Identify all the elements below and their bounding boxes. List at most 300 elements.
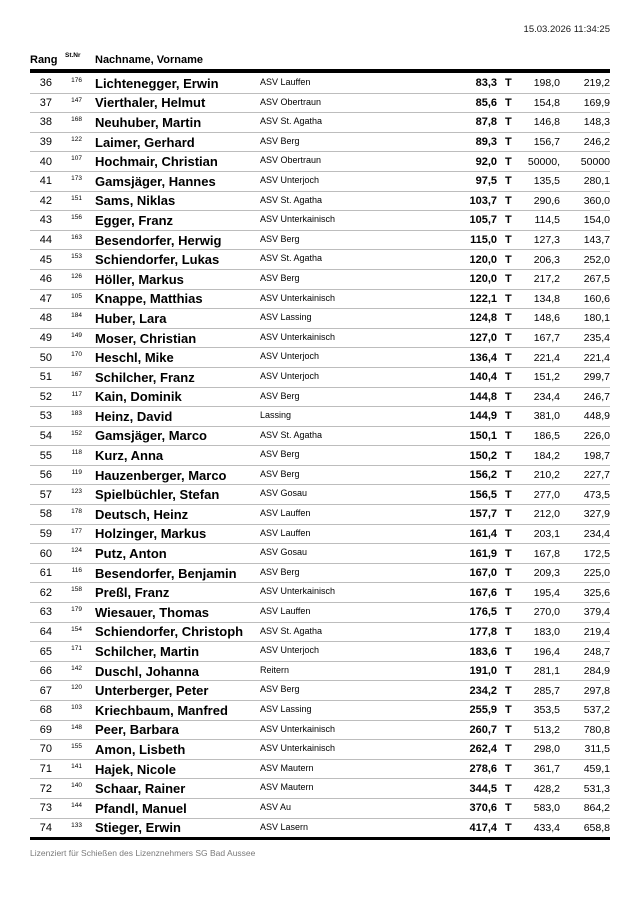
start-number-cell: 144 [71,801,82,809]
table-row [30,583,610,603]
start-number-cell: 118 [71,449,82,457]
score-cell: 150,2 [469,449,497,462]
table-row [30,564,610,584]
score-cell: 183,6 [469,645,497,658]
rank-cell: 36 [39,77,52,90]
start-number-cell: 107 [71,155,82,163]
table-row [30,113,610,133]
rank-cell: 68 [39,704,52,717]
value2-cell: 298,0 [533,743,560,756]
rank-cell: 57 [39,488,52,501]
club-cell: ASV St. Agatha [260,194,323,205]
name-cell: Pfandl, Manuel [95,800,187,816]
flag-cell: T [505,802,512,815]
table-row [30,779,610,799]
name-cell: Heschl, Mike [95,350,174,366]
score-cell: 156,2 [469,469,497,482]
rank-cell: 70 [39,743,52,756]
value2-cell: 583,0 [533,802,560,815]
flag-cell: T [505,351,512,364]
table-row [30,329,610,349]
name-cell: Stieger, Erwin [95,820,181,836]
table-row [30,701,610,721]
flag-cell: T [505,116,512,129]
club-cell: ASV Lauffen [260,527,311,538]
start-number-cell: 148 [71,723,82,731]
table-bottom-divider [30,837,610,840]
value2-cell: 210,2 [533,469,560,482]
flag-cell: T [505,743,512,756]
name-cell: Sams, Niklas [95,193,176,209]
value2-cell: 234,4 [533,390,560,403]
results-rows [30,74,610,837]
club-cell: ASV Unterkainisch [260,331,336,342]
value3-cell: 248,7 [583,645,610,658]
flag-cell: T [505,77,512,90]
name-cell: Spielbüchler, Stefan [95,487,220,503]
start-number-cell: 142 [71,664,82,672]
club-cell: ASV St. Agatha [260,429,323,440]
value2-cell: 381,0 [533,410,560,423]
value3-cell: 227,7 [583,469,610,482]
start-number-cell: 133 [71,821,82,829]
value2-cell: 221,4 [533,351,560,364]
value2-cell: 184,2 [533,449,560,462]
club-cell: ASV Mautern [260,762,314,773]
flag-cell: T [505,214,512,227]
rank-cell: 69 [39,723,52,736]
score-cell: 103,7 [469,194,497,207]
start-number-cell: 152 [71,429,82,437]
value3-cell: 448,9 [583,410,610,423]
table-row [30,603,610,623]
start-number-cell: 151 [71,194,82,202]
table-row [30,623,610,643]
start-number-cell: 156 [71,214,82,222]
rank-cell: 41 [39,175,52,188]
name-cell: Deutsch, Heinz [95,506,189,522]
table-row [30,152,610,172]
value3-cell: 252,0 [583,253,610,266]
table-row [30,348,610,368]
name-cell: Egger, Franz [95,212,174,228]
club-cell: ASV Unterkainisch [260,214,336,225]
flag-cell: T [505,96,512,109]
table-row [30,172,610,192]
flag-cell: T [505,586,512,599]
name-cell: Lichtenegger, Erwin [95,75,219,91]
name-cell: Gamsjäger, Marco [95,428,207,444]
club-cell: ASV Mautern [260,782,314,793]
table-row [30,799,610,819]
flag-cell: T [505,469,512,482]
rank-cell: 61 [39,567,52,580]
value3-cell: 379,4 [583,606,610,619]
name-cell: Heinz, David [95,408,173,424]
name-cell: Gamsjäger, Hannes [95,173,216,189]
value3-cell: 143,7 [583,234,610,247]
start-number-cell: 105 [71,292,82,300]
name-cell: Kriechbaum, Manfred [95,702,228,718]
rank-cell: 39 [39,136,52,149]
score-cell: 176,5 [469,606,497,619]
flag-cell: T [505,136,512,149]
value3-cell: 50000 [580,155,610,168]
club-cell: ASV Berg [260,233,300,244]
club-cell: ASV Berg [260,468,300,479]
rank-cell: 60 [39,547,52,560]
value3-cell: 658,8 [583,821,610,834]
score-cell: 262,4 [469,743,497,756]
start-number-cell: 119 [71,468,82,476]
rank-cell: 64 [39,625,52,638]
start-number-cell: 123 [71,488,82,496]
value3-cell: 311,5 [584,743,610,756]
start-number-cell: 126 [71,272,82,280]
club-cell: ASV Lauffen [260,77,311,87]
start-number-cell: 103 [71,704,82,711]
value2-cell: 135,5 [533,175,560,188]
column-header-name: Nachname, Vorname [95,54,204,66]
start-number-cell: 177 [71,527,82,535]
value2-cell: 195,4 [533,586,560,599]
value3-cell: 537,2 [583,704,610,717]
table-row [30,290,610,310]
name-cell: Duschl, Johanna [95,663,200,679]
flag-cell: T [505,508,512,521]
rank-cell: 67 [39,684,52,697]
club-cell: ASV Unterjoch [260,351,320,362]
value3-cell: 280,1 [583,175,610,188]
value2-cell: 114,5 [534,214,560,227]
name-cell: Schilcher, Martin [95,644,200,660]
value2-cell: 154,8 [533,96,560,109]
flag-cell: T [505,410,512,423]
rank-cell: 52 [39,390,52,403]
value2-cell: 146,8 [533,116,560,129]
score-cell: 89,3 [475,136,497,149]
flag-cell: T [505,665,512,678]
rank-cell: 62 [39,586,52,599]
score-cell: 344,5 [469,782,497,795]
score-cell: 191,0 [469,665,497,678]
table-row [30,721,610,741]
rank-cell: 73 [39,802,52,815]
rank-cell: 51 [39,371,52,384]
rank-cell: 38 [39,116,52,129]
flag-cell: T [505,782,512,795]
rank-cell: 42 [39,194,52,207]
score-cell: 115,0 [470,234,497,247]
value2-cell: 270,0 [533,606,560,619]
rank-cell: 43 [39,214,52,227]
start-number-cell: 117 [71,390,82,398]
table-row [30,642,610,662]
value2-cell: 281,1 [533,665,560,678]
value3-cell: 246,7 [583,390,610,403]
value3-cell: 198,7 [583,449,610,462]
name-cell: Wiesauer, Thomas [95,604,210,620]
value2-cell: 156,7 [533,136,560,149]
value2-cell: 285,7 [533,684,560,697]
name-cell: Kain, Dominik [95,389,182,405]
value2-cell: 196,4 [533,645,560,658]
score-cell: 120,0 [469,273,497,286]
name-cell: Holzinger, Markus [95,526,207,542]
name-cell: Unterberger, Peter [95,683,209,699]
club-cell: ASV Unterjoch [260,645,320,656]
start-number-cell: 147 [71,96,82,104]
club-cell: ASV Lassing [260,704,312,714]
value3-cell: 219,4 [583,625,610,638]
value3-cell: 169,9 [583,96,610,109]
start-number-cell: 155 [71,743,82,751]
rank-cell: 72 [39,782,52,795]
value2-cell: 151,2 [533,371,560,384]
club-cell: ASV Unterjoch [260,174,320,185]
value3-cell: 234,4 [583,527,610,540]
score-cell: 83,3 [475,77,497,90]
value2-cell: 167,7 [533,332,560,345]
flag-cell: T [505,645,512,658]
score-cell: 120,0 [469,253,497,266]
value2-cell: 209,3 [533,567,560,580]
column-header-start-number: St.Nr [65,52,81,59]
score-cell: 144,8 [469,390,497,403]
value2-cell: 198,0 [533,77,560,90]
flag-cell: T [505,371,512,384]
value3-cell: 780,8 [583,723,610,736]
flag-cell: T [505,390,512,403]
start-number-cell: 178 [71,508,82,516]
start-number-cell: 120 [71,684,82,692]
value3-cell: 297,8 [583,684,610,697]
club-cell: ASV Unterkainisch [260,586,336,597]
flag-cell: T [505,332,512,345]
name-cell: Preßl, Franz [95,585,170,601]
table-row [30,819,610,838]
start-number-cell: 158 [71,586,82,594]
flag-cell: T [505,625,512,638]
name-cell: Laimer, Gerhard [95,134,195,150]
score-cell: 124,8 [469,312,497,325]
flag-cell: T [505,194,512,207]
value3-cell: 246,2 [583,136,610,149]
table-row [30,192,610,212]
name-cell: Knappe, Matthias [95,291,203,307]
name-cell: Neuhuber, Martin [95,114,202,130]
flag-cell: T [505,312,512,325]
flag-cell: T [505,273,512,286]
table-row [30,505,610,525]
flag-cell: T [505,704,512,717]
column-header-rank: Rang [30,54,58,66]
rank-cell: 65 [39,645,52,658]
rank-cell: 47 [39,292,52,305]
flag-cell: T [505,449,512,462]
rank-cell: 40 [39,155,52,168]
value2-cell: 148,6 [533,312,560,325]
score-cell: 157,7 [469,508,497,521]
value3-cell: 459,1 [583,763,610,776]
name-cell: Hochmair, Christian [95,154,218,170]
value3-cell: 299,7 [583,371,610,384]
flag-cell: T [505,527,512,540]
club-cell: Reitern [260,664,290,675]
club-cell: ASV Unterjoch [260,370,320,381]
table-row [30,485,610,505]
club-cell: ASV Berg [260,272,300,283]
rank-cell: 71 [39,763,52,776]
start-number-cell: 149 [71,331,82,339]
value3-cell: 154,0 [583,214,610,227]
table-row [30,427,610,447]
value3-cell: 225,0 [583,567,610,580]
table-row [30,760,610,780]
table-row [30,270,610,290]
rank-cell: 56 [39,469,52,482]
rank-cell: 74 [39,821,52,834]
score-cell: 150,1 [469,429,497,442]
value3-cell: 172,5 [583,547,610,560]
table-row [30,309,610,329]
club-cell: ASV Unterkainisch [260,292,336,303]
flag-cell: T [505,547,512,560]
rank-cell: 44 [39,234,52,247]
flag-cell: T [505,429,512,442]
flag-cell: T [505,253,512,266]
rank-cell: 58 [39,508,52,521]
flag-cell: T [505,292,512,305]
start-number-cell: 141 [71,762,82,770]
flag-cell: T [505,234,512,247]
value3-cell: 235,4 [583,332,610,345]
start-number-cell: 183 [71,410,82,418]
score-cell: 140,4 [469,371,497,384]
value3-cell: 221,4 [583,351,610,364]
name-cell: Schiendorfer, Lukas [95,252,220,268]
name-cell: Hauzenberger, Marco [95,467,227,483]
flag-cell: T [505,684,512,697]
rank-cell: 37 [39,96,52,109]
score-cell: 161,9 [469,547,497,560]
flag-cell: T [505,763,512,776]
club-cell: Lassing [260,410,292,421]
score-cell: 278,6 [469,763,497,776]
score-cell: 417,4 [469,821,497,834]
name-cell: Vierthaler, Helmut [95,95,206,111]
flag-cell: T [505,606,512,619]
rank-cell: 66 [39,665,52,678]
value2-cell: 206,3 [533,253,560,266]
name-cell: Schilcher, Franz [95,369,195,385]
name-cell: Hajek, Nicole [95,761,176,777]
start-number-cell: 140 [71,782,82,790]
rank-cell: 46 [39,273,52,286]
table-row [30,740,610,760]
start-number-cell: 167 [71,370,82,378]
value3-cell: 327,9 [583,508,610,521]
table-row [30,231,610,251]
flag-cell: T [505,723,512,736]
club-cell: ASV Berg [260,449,300,460]
name-cell: Besendorfer, Benjamin [95,565,237,581]
flag-cell: T [505,488,512,501]
club-cell: ASV Berg [260,135,300,146]
value3-cell: 160,6 [583,292,610,305]
rank-cell: 53 [39,410,52,423]
value3-cell: 180,1 [583,312,610,325]
start-number-cell: 173 [71,174,82,182]
value3-cell: 267,5 [583,273,610,286]
club-cell: ASV St. Agatha [260,116,323,127]
score-cell: 127,0 [469,332,497,345]
start-number-cell: 154 [71,625,82,633]
score-cell: 234,2 [469,684,497,697]
table-row [30,681,610,701]
table-row [30,525,610,545]
start-number-cell: 179 [71,606,82,614]
start-number-cell: 184 [71,312,82,320]
table-row [30,250,610,270]
rank-cell: 54 [39,429,52,442]
value3-cell: 284,9 [583,665,610,678]
club-cell: ASV Berg [260,390,300,401]
start-number-cell: 122 [71,135,82,143]
name-cell: Putz, Anton [95,546,167,562]
flag-cell: T [505,155,512,168]
score-cell: 161,4 [469,527,497,540]
rank-cell: 45 [39,253,52,266]
name-cell: Schaar, Rainer [95,781,186,797]
name-cell: Amon, Lisbeth [95,741,186,757]
flag-cell: T [505,567,512,580]
value2-cell: 290,6 [533,194,560,207]
value2-cell: 186,5 [533,429,560,442]
start-number-cell: 163 [71,233,82,241]
club-cell: ASV Lauffen [260,508,311,519]
value3-cell: 473,5 [583,488,610,501]
table-row [30,94,610,114]
club-cell: ASV Gosau [260,547,308,558]
start-number-cell: 153 [71,253,82,261]
table-row [30,74,610,94]
name-cell: Besendorfer, Herwig [95,232,222,248]
club-cell: ASV Unterkainisch [260,723,336,734]
value2-cell: 50000, [527,155,560,168]
value3-cell: 325,6 [583,586,610,599]
value3-cell: 226,0 [583,429,610,442]
name-cell: Moser, Christian [95,330,197,346]
score-cell: 177,8 [469,625,497,638]
club-cell: ASV Berg [260,684,300,695]
license-footer: Lizenziert für Schießen des Lizenznehmers SG Bad Aussee [30,848,256,858]
table-row [30,407,610,427]
start-number-cell: 171 [71,645,82,653]
value2-cell: 203,1 [533,527,560,540]
score-cell: 97,5 [475,175,497,188]
start-number-cell: 116 [71,566,82,574]
start-number-cell: 124 [71,547,82,555]
table-row [30,388,610,408]
value3-cell: 864,2 [583,802,610,815]
flag-cell: T [505,821,512,834]
table-row [30,368,610,388]
value2-cell: 127,3 [533,234,560,247]
name-cell: Höller, Markus [95,271,184,287]
report-timestamp: 15.03.2026 11:34:25 [523,24,610,35]
name-cell: Kurz, Anna [95,448,164,464]
